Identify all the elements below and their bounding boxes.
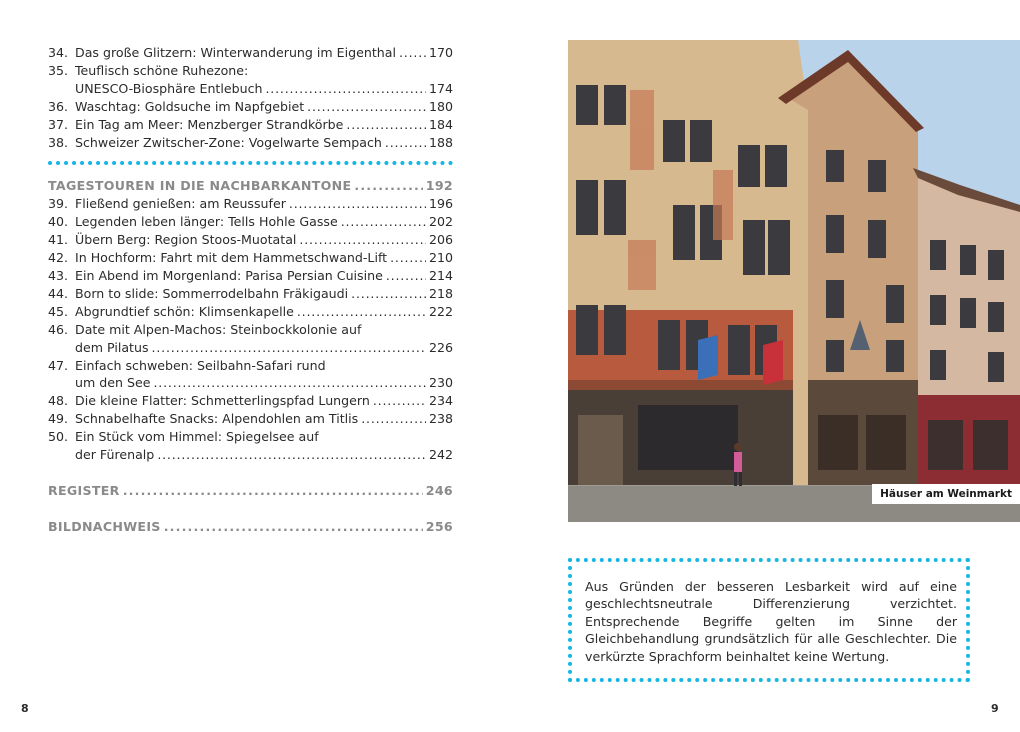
entry-title: Das große Glitzern: Winterwanderung im Eigenthal [75, 45, 396, 60]
entry-number: 40. [48, 214, 69, 230]
entry-number: 36. [48, 98, 69, 114]
entry-number: 34. [48, 45, 69, 60]
section-page: 246 [425, 482, 453, 498]
entry-title: Die kleine Flatter: Schmetterlingspfad Lungern [75, 393, 370, 409]
toc-list-top [48, 44, 453, 151]
entry-number: 49. [48, 411, 69, 427]
toc-entry[interactable] [48, 357, 453, 375]
toc-entry[interactable] [48, 285, 453, 303]
entry-page: 210 [428, 250, 453, 266]
toc-section-bildnachweis[interactable] [48, 518, 453, 536]
weinmarkt-houses-photo [568, 40, 1020, 522]
entry-page: 180 [428, 98, 453, 114]
toc-entry[interactable] [48, 249, 453, 267]
entry-title: Waschtag: Goldsuche im Napfgebiet [75, 98, 305, 114]
toc-entry[interactable] [48, 392, 453, 410]
notice-text: Aus Gründen der besseren Lesbarkeit wird auf eine geschlechtsneutrale Differenzierung verzichtet. Entsprechende Begriffe gelten im Sinne der Gleichbehandlung grundsätzlich für alle Geschlechter. Die verkürzte Sprachform beinhaltet keine Wertung. [585, 579, 957, 664]
toc-entry[interactable] [48, 428, 453, 446]
entry-title: Ein Abend im Morgenland: Parisa Persian Cuisine [75, 267, 383, 283]
dotted-divider [48, 161, 453, 165]
page-number-left: 8 [21, 702, 29, 715]
entry-title-cont: um den See [75, 375, 151, 391]
toc-entry[interactable] [48, 231, 453, 249]
entry-title: Übern Berg: Region Stoos-Muotatal [75, 232, 297, 248]
entry-page: 188 [428, 134, 453, 150]
entry-page: 226 [428, 339, 453, 355]
entry-number: 43. [48, 267, 69, 283]
photo-illustration [568, 40, 1020, 522]
entry-title: Schnabelhafte Snacks: Alpendohlen am Titlis [75, 411, 359, 427]
toc-entry-continuation[interactable] [48, 374, 453, 392]
entry-title: Ein Stück vom Himmel: Spiegelsee auf [75, 429, 319, 445]
entry-page: 202 [428, 214, 453, 230]
entry-title: Date mit Alpen-Machos: Steinbockkolonie auf [75, 321, 362, 337]
page-number-right: 9 [991, 702, 999, 715]
entry-number: 41. [48, 232, 69, 248]
entry-page: 174 [428, 80, 453, 96]
toc-section-tagestouren[interactable] [48, 177, 453, 195]
entry-number: 45. [48, 303, 69, 319]
entry-number: 46. [48, 321, 69, 337]
entry-page: 184 [428, 116, 453, 132]
section-title: TAGESTOUREN IN DIE NACHBARKANTONE [48, 178, 352, 194]
entry-number: 37. [48, 116, 69, 132]
entry-number: 50. [48, 429, 69, 445]
toc-entry[interactable] [48, 62, 453, 80]
entry-number: 44. [48, 285, 69, 301]
toc-entry[interactable] [48, 267, 453, 285]
entry-title-cont: UNESCO-Biosphäre Entlebuch [75, 80, 263, 96]
entry-title: Ein Tag am Meer: Menzberger Strandkörbe [75, 116, 344, 132]
entry-number: 48. [48, 393, 69, 409]
entry-number: 35. [48, 62, 69, 78]
toc-entry[interactable] [48, 321, 453, 339]
table-of-contents [48, 44, 453, 536]
section-title: BILDNACHWEIS [48, 518, 161, 534]
entry-number: 39. [48, 196, 69, 212]
entry-page: 234 [428, 393, 453, 409]
entry-page: 170 [428, 45, 453, 60]
entry-title: Teuflisch schöne Ruhezone: [75, 62, 249, 78]
toc-entry[interactable] [48, 116, 453, 134]
toc-entry-continuation[interactable] [48, 446, 453, 464]
notice-box [568, 558, 970, 682]
entry-title-cont: dem Pilatus [75, 339, 149, 355]
entry-title: In Hochform: Fahrt mit dem Hammetschwand-Lift [75, 250, 388, 266]
entry-number: 42. [48, 250, 69, 266]
toc-entry[interactable] [48, 134, 453, 152]
photo-caption: Häuser am Weinmarkt [872, 484, 1020, 504]
entry-page: 222 [428, 303, 453, 319]
toc-entry-continuation[interactable] [48, 339, 453, 357]
entry-title: Einfach schweben: Seilbahn-Safari rund [75, 357, 326, 373]
toc-entry-continuation[interactable] [48, 80, 453, 98]
toc-entry[interactable] [48, 410, 453, 428]
section-page: 192 [425, 178, 453, 194]
toc-entry[interactable] [48, 98, 453, 116]
entry-page: 230 [428, 375, 453, 391]
entry-title: Fließend genießen: am Reussufer [75, 196, 286, 212]
entry-number: 47. [48, 357, 69, 373]
section-title: REGISTER [48, 482, 120, 498]
entry-page: 196 [428, 196, 453, 212]
entry-title: Abgrundtief schön: Klimsenkapelle [75, 303, 294, 319]
entry-page: 242 [428, 447, 453, 463]
section-page: 256 [425, 518, 453, 534]
entry-title-cont: der Fürenalp [75, 447, 155, 463]
toc-section-register[interactable] [48, 482, 453, 500]
entry-title: Legenden leben länger: Tells Hohle Gasse [75, 214, 338, 230]
toc-entry[interactable] [48, 213, 453, 231]
toc-list-bottom [48, 195, 453, 464]
entry-page: 238 [428, 411, 453, 427]
entry-page: 214 [428, 267, 453, 283]
entry-page: 218 [428, 285, 453, 301]
toc-entry[interactable] [48, 303, 453, 321]
entry-number: 38. [48, 134, 69, 150]
toc-entry[interactable] [48, 44, 453, 62]
entry-title: Schweizer Zwitscher-Zone: Vogelwarte Sempach [75, 134, 382, 150]
entry-page: 206 [428, 232, 453, 248]
entry-title: Born to slide: Sommerrodelbahn Fräkigaudi [75, 285, 349, 301]
toc-entry[interactable] [48, 195, 453, 213]
